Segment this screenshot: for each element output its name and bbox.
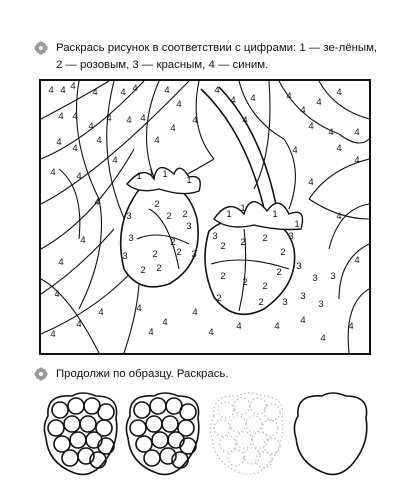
background-number: 4 (76, 319, 82, 330)
shade-number: 3 (318, 299, 324, 310)
shade-number: 3 (296, 261, 302, 272)
berry-number: 2 (242, 277, 248, 288)
background-number: 4 (80, 235, 86, 246)
raspberry-outline (294, 393, 366, 474)
background-number: 4 (230, 95, 236, 106)
raspberry-drupe (218, 402, 234, 418)
raspberry-outline (210, 393, 282, 474)
color-by-number-picture (39, 79, 371, 355)
raspberry-pattern-row (36, 386, 376, 484)
background-number: 4 (50, 167, 56, 178)
berry-number: 2 (166, 211, 172, 222)
background-number: 4 (300, 105, 306, 116)
leaf-number: 1 (226, 209, 232, 220)
berry-number: 2 (154, 199, 160, 210)
shade-number: 3 (330, 271, 336, 282)
berry-number: 2 (276, 267, 282, 278)
raspberry-drupe (68, 398, 84, 414)
background-number: 4 (88, 121, 94, 132)
raspberry-drupe (146, 416, 162, 432)
shade-number: 3 (126, 211, 132, 222)
shade-number: 3 (288, 231, 294, 242)
leaf-number: 1 (272, 209, 278, 220)
raspberry-drupe (214, 420, 230, 436)
berry-number: 2 (176, 247, 182, 258)
background-number: 4 (286, 91, 292, 102)
shade-number: 3 (312, 273, 318, 284)
background-number: 4 (120, 87, 126, 98)
background-number: 4 (76, 171, 82, 182)
shade-number: 3 (300, 291, 306, 302)
background-number: 4 (56, 137, 62, 148)
background-number: 4 (92, 87, 98, 98)
background-number: 4 (96, 135, 102, 146)
raspberry-drupe (264, 438, 280, 454)
leaf-number: 1 (186, 175, 192, 186)
berry-number: 2 (170, 237, 176, 248)
berry-number: 2 (262, 281, 268, 292)
shade-number: 3 (212, 231, 218, 242)
background-number: 4 (48, 85, 54, 96)
background-number: 4 (250, 93, 256, 104)
shade-number: 3 (186, 221, 192, 232)
background-number: 4 (170, 123, 176, 134)
raspberry-drupe (134, 402, 150, 418)
background-number: 4 (328, 127, 334, 138)
leaf-number: 1 (148, 167, 154, 178)
raspberry-drupe (52, 402, 68, 418)
berry-number: 2 (152, 249, 158, 260)
background-number: 4 (354, 255, 360, 266)
raspberry-drupe (64, 416, 80, 432)
background-number: 4 (300, 315, 306, 326)
raspberry-drupe (234, 398, 250, 414)
background-number: 4 (214, 85, 220, 96)
raspberry-drupe (220, 436, 236, 452)
background-number: 4 (354, 155, 360, 166)
berry-number: 2 (240, 237, 246, 248)
task-text-coloring: Раскрась рисунок в соответствии с цифрами: 1 — зе-лёным, 2 — розовым, 3 — красным, 4 — синим. (56, 42, 378, 71)
raspberry-icon (126, 393, 198, 474)
shade-number: 3 (282, 297, 288, 308)
background-number: 4 (348, 321, 354, 332)
task-instruction-pattern (34, 366, 379, 383)
background-number: 4 (308, 177, 314, 188)
raspberry-icon (294, 393, 366, 474)
background-number: 4 (292, 145, 298, 156)
berry-number: 2 (220, 241, 226, 252)
shade-number: 3 (122, 251, 128, 262)
raspberry-drupe (228, 450, 244, 466)
background-number: 4 (72, 111, 78, 122)
raspberry-drupe (62, 450, 78, 466)
raspberry-drupe (162, 416, 178, 432)
background-number: 4 (106, 113, 112, 124)
berry-number: 2 (280, 247, 286, 258)
background-number: 4 (162, 317, 168, 328)
background-number: 4 (308, 121, 314, 132)
shade-number: 3 (191, 249, 197, 260)
raspberry-drupe (246, 416, 262, 432)
background-number: 4 (112, 155, 118, 166)
background-number: 4 (140, 113, 146, 124)
berry-number: 2 (156, 263, 162, 274)
background-number: 4 (132, 83, 138, 94)
raspberry-drupe (144, 450, 160, 466)
background-number: 4 (236, 321, 242, 332)
raspberry-drupe (80, 416, 96, 432)
raspberry-drupe (180, 404, 196, 420)
background-number: 4 (316, 97, 322, 108)
task-text-pattern: Продолжи по образцу. Раскрась. (56, 368, 229, 380)
leaf-number: 1 (240, 203, 246, 214)
background-number: 4 (54, 289, 60, 300)
background-number: 4 (336, 211, 342, 222)
leaf-number: 1 (294, 219, 300, 230)
background-number: 4 (60, 85, 66, 96)
background-number: 4 (148, 327, 154, 338)
flower-icon (34, 41, 48, 55)
raspberry-drupe (236, 432, 252, 448)
raspberry-drupe (230, 416, 246, 432)
flower-icon (34, 367, 48, 381)
raspberry-drupe (130, 420, 146, 436)
raspberry-icon (210, 393, 282, 474)
berry-number: 2 (182, 209, 188, 220)
raspberry-icon (44, 393, 116, 474)
background-number: 4 (192, 115, 198, 126)
background-number: 4 (72, 143, 78, 154)
background-number: 4 (70, 81, 76, 92)
raspberry-drupe (48, 420, 64, 436)
leaf-number: 1 (162, 169, 168, 180)
raspberry-drupe (150, 398, 166, 414)
background-number: 4 (274, 321, 280, 332)
background-number: 4 (192, 307, 198, 318)
background-number: 4 (58, 257, 64, 268)
raspberry-drupe (262, 420, 278, 436)
background-number: 4 (164, 85, 170, 96)
raspberry-drupe (152, 432, 168, 448)
background-number: 4 (58, 111, 64, 122)
background-number: 4 (50, 329, 56, 340)
strawberry-picture (39, 79, 371, 355)
background-number: 4 (354, 127, 360, 138)
background-number: 4 (136, 303, 142, 314)
background-number: 4 (94, 197, 100, 208)
raspberry-pattern (36, 386, 376, 484)
background-number: 4 (126, 115, 132, 126)
berry-number: 2 (262, 233, 268, 244)
background-number: 4 (320, 333, 326, 344)
background-number: 4 (154, 135, 160, 146)
background-number: 4 (336, 87, 342, 98)
background-number: 4 (208, 327, 214, 338)
raspberry-drupe (98, 404, 114, 420)
berry-number: 2 (140, 265, 146, 276)
task-instruction-coloring (34, 40, 379, 74)
background-number: 4 (336, 143, 342, 154)
berry-number: 2 (216, 293, 222, 304)
raspberry-drupe (70, 432, 86, 448)
leaf-number: 1 (136, 171, 142, 182)
background-number: 4 (98, 307, 104, 318)
shade-number: 3 (128, 233, 134, 244)
background-number: 4 (242, 115, 248, 126)
berry-number: 2 (220, 271, 226, 282)
background-number: 4 (176, 99, 182, 110)
berry-number: 2 (258, 297, 264, 308)
